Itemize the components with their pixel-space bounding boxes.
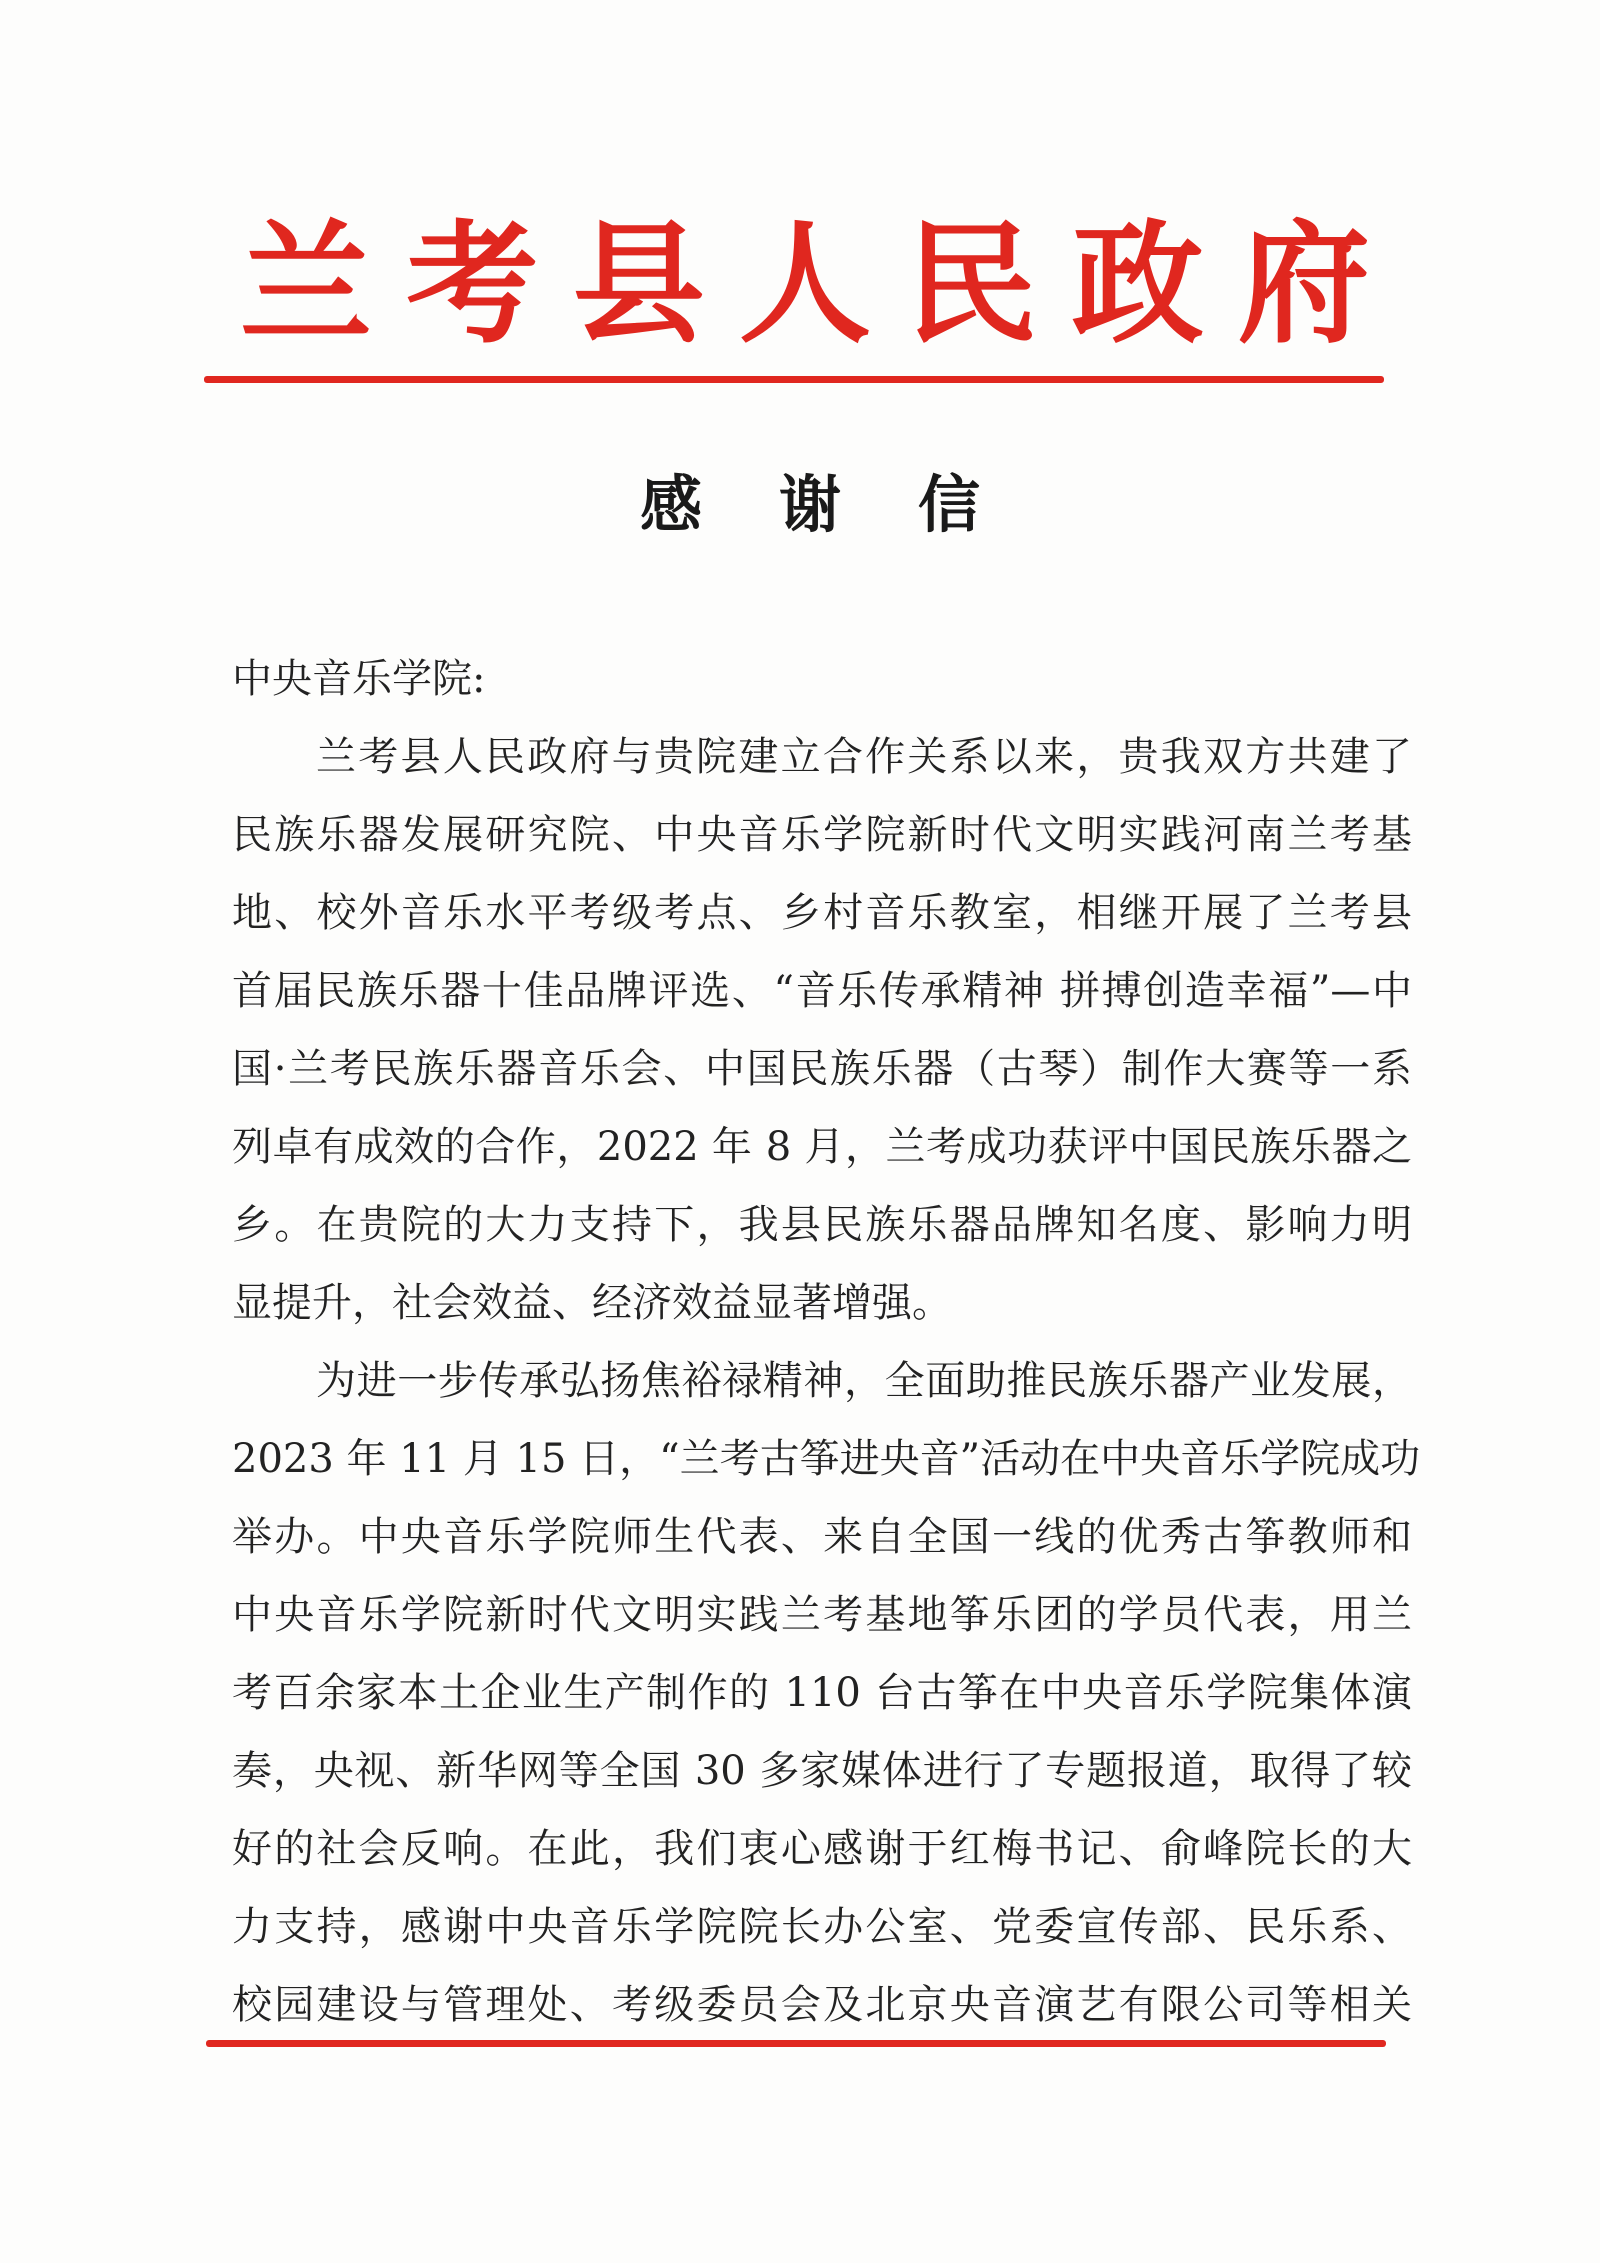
letter-line: 民族乐器发展研究院、中央音乐学院新时代文明实践河南兰考基 bbox=[232, 812, 1412, 858]
letterhead-char: 民 bbox=[905, 207, 1038, 362]
letter-line: 显提升，社会效益、经济效益显著增强。 bbox=[232, 1280, 952, 1326]
letter-line: 考百余家本土企业生产制作的 110 台古筝在中央音乐学院集体演 bbox=[232, 1670, 1412, 1716]
letter-line: 校园建设与管理处、考级委员会及北京央音演艺有限公司等相关 bbox=[232, 1982, 1412, 2028]
title-char: 谢 bbox=[778, 468, 841, 541]
footer-red-rule bbox=[206, 2040, 1386, 2047]
letterhead-char: 人 bbox=[738, 207, 871, 362]
letter-line: 列卓有成效的合作，2022 年 8 月，兰考成功获评中国民族乐器之 bbox=[232, 1124, 1412, 1170]
letter-line: 举办。中央音乐学院师生代表、来自全国一线的优秀古筝教师和 bbox=[232, 1514, 1412, 1560]
letter-paragraphs bbox=[232, 718, 1421, 2044]
title-char: 信 bbox=[917, 468, 980, 541]
salutation: 中央音乐学院: bbox=[232, 656, 486, 702]
title-char: 感 bbox=[640, 468, 703, 541]
letter-line: 兰考县人民政府与贵院建立合作关系以来，贵我双方共建了 bbox=[316, 734, 1412, 780]
letter-line: 中央音乐学院新时代文明实践兰考基地筝乐团的学员代表，用兰 bbox=[232, 1592, 1412, 1638]
letter-line: 为进一步传承弘扬焦裕禄精神，全面助推民族乐器产业发展， bbox=[316, 1358, 1412, 1404]
letterhead-char: 考 bbox=[406, 207, 539, 362]
letter-line: 力支持，感谢中央音乐学院院长办公室、党委宣传部、民乐系、 bbox=[232, 1904, 1412, 1950]
letterhead-red-rule bbox=[204, 376, 1384, 383]
letter-line: 乡。在贵院的大力支持下，我县民族乐器品牌知名度、影响力明 bbox=[232, 1202, 1412, 1248]
letter-body bbox=[232, 640, 1421, 2044]
letter-line: 2023 年 11 月 15 日，“兰考古筝进央音”活动在中央音乐学院成功 bbox=[232, 1436, 1421, 1482]
letter-line: 国·兰考民族乐器音乐会、中国民族乐器（古琴）制作大赛等一系 bbox=[232, 1046, 1412, 1092]
letter-line: 奏，央视、新华网等全国 30 多家媒体进行了专题报道，取得了较 bbox=[232, 1748, 1412, 1794]
letterhead-char: 兰 bbox=[240, 207, 372, 362]
document-title bbox=[640, 470, 980, 540]
letterhead-char: 府 bbox=[1237, 207, 1370, 362]
letter-line: 地、校外音乐水平考级考点、乡村音乐教室，相继开展了兰考县 bbox=[232, 890, 1412, 936]
letterhead-char: 县 bbox=[572, 207, 705, 362]
letter-line: 首届民族乐器十佳品牌评选、“音乐传承精神 拼搏创造幸福”—中 bbox=[232, 968, 1412, 1014]
letterhead-char: 政 bbox=[1071, 207, 1204, 362]
government-letterhead bbox=[240, 205, 1370, 365]
letter-line: 好的社会反响。在此，我们衷心感谢于红梅书记、俞峰院长的大 bbox=[232, 1826, 1412, 1872]
